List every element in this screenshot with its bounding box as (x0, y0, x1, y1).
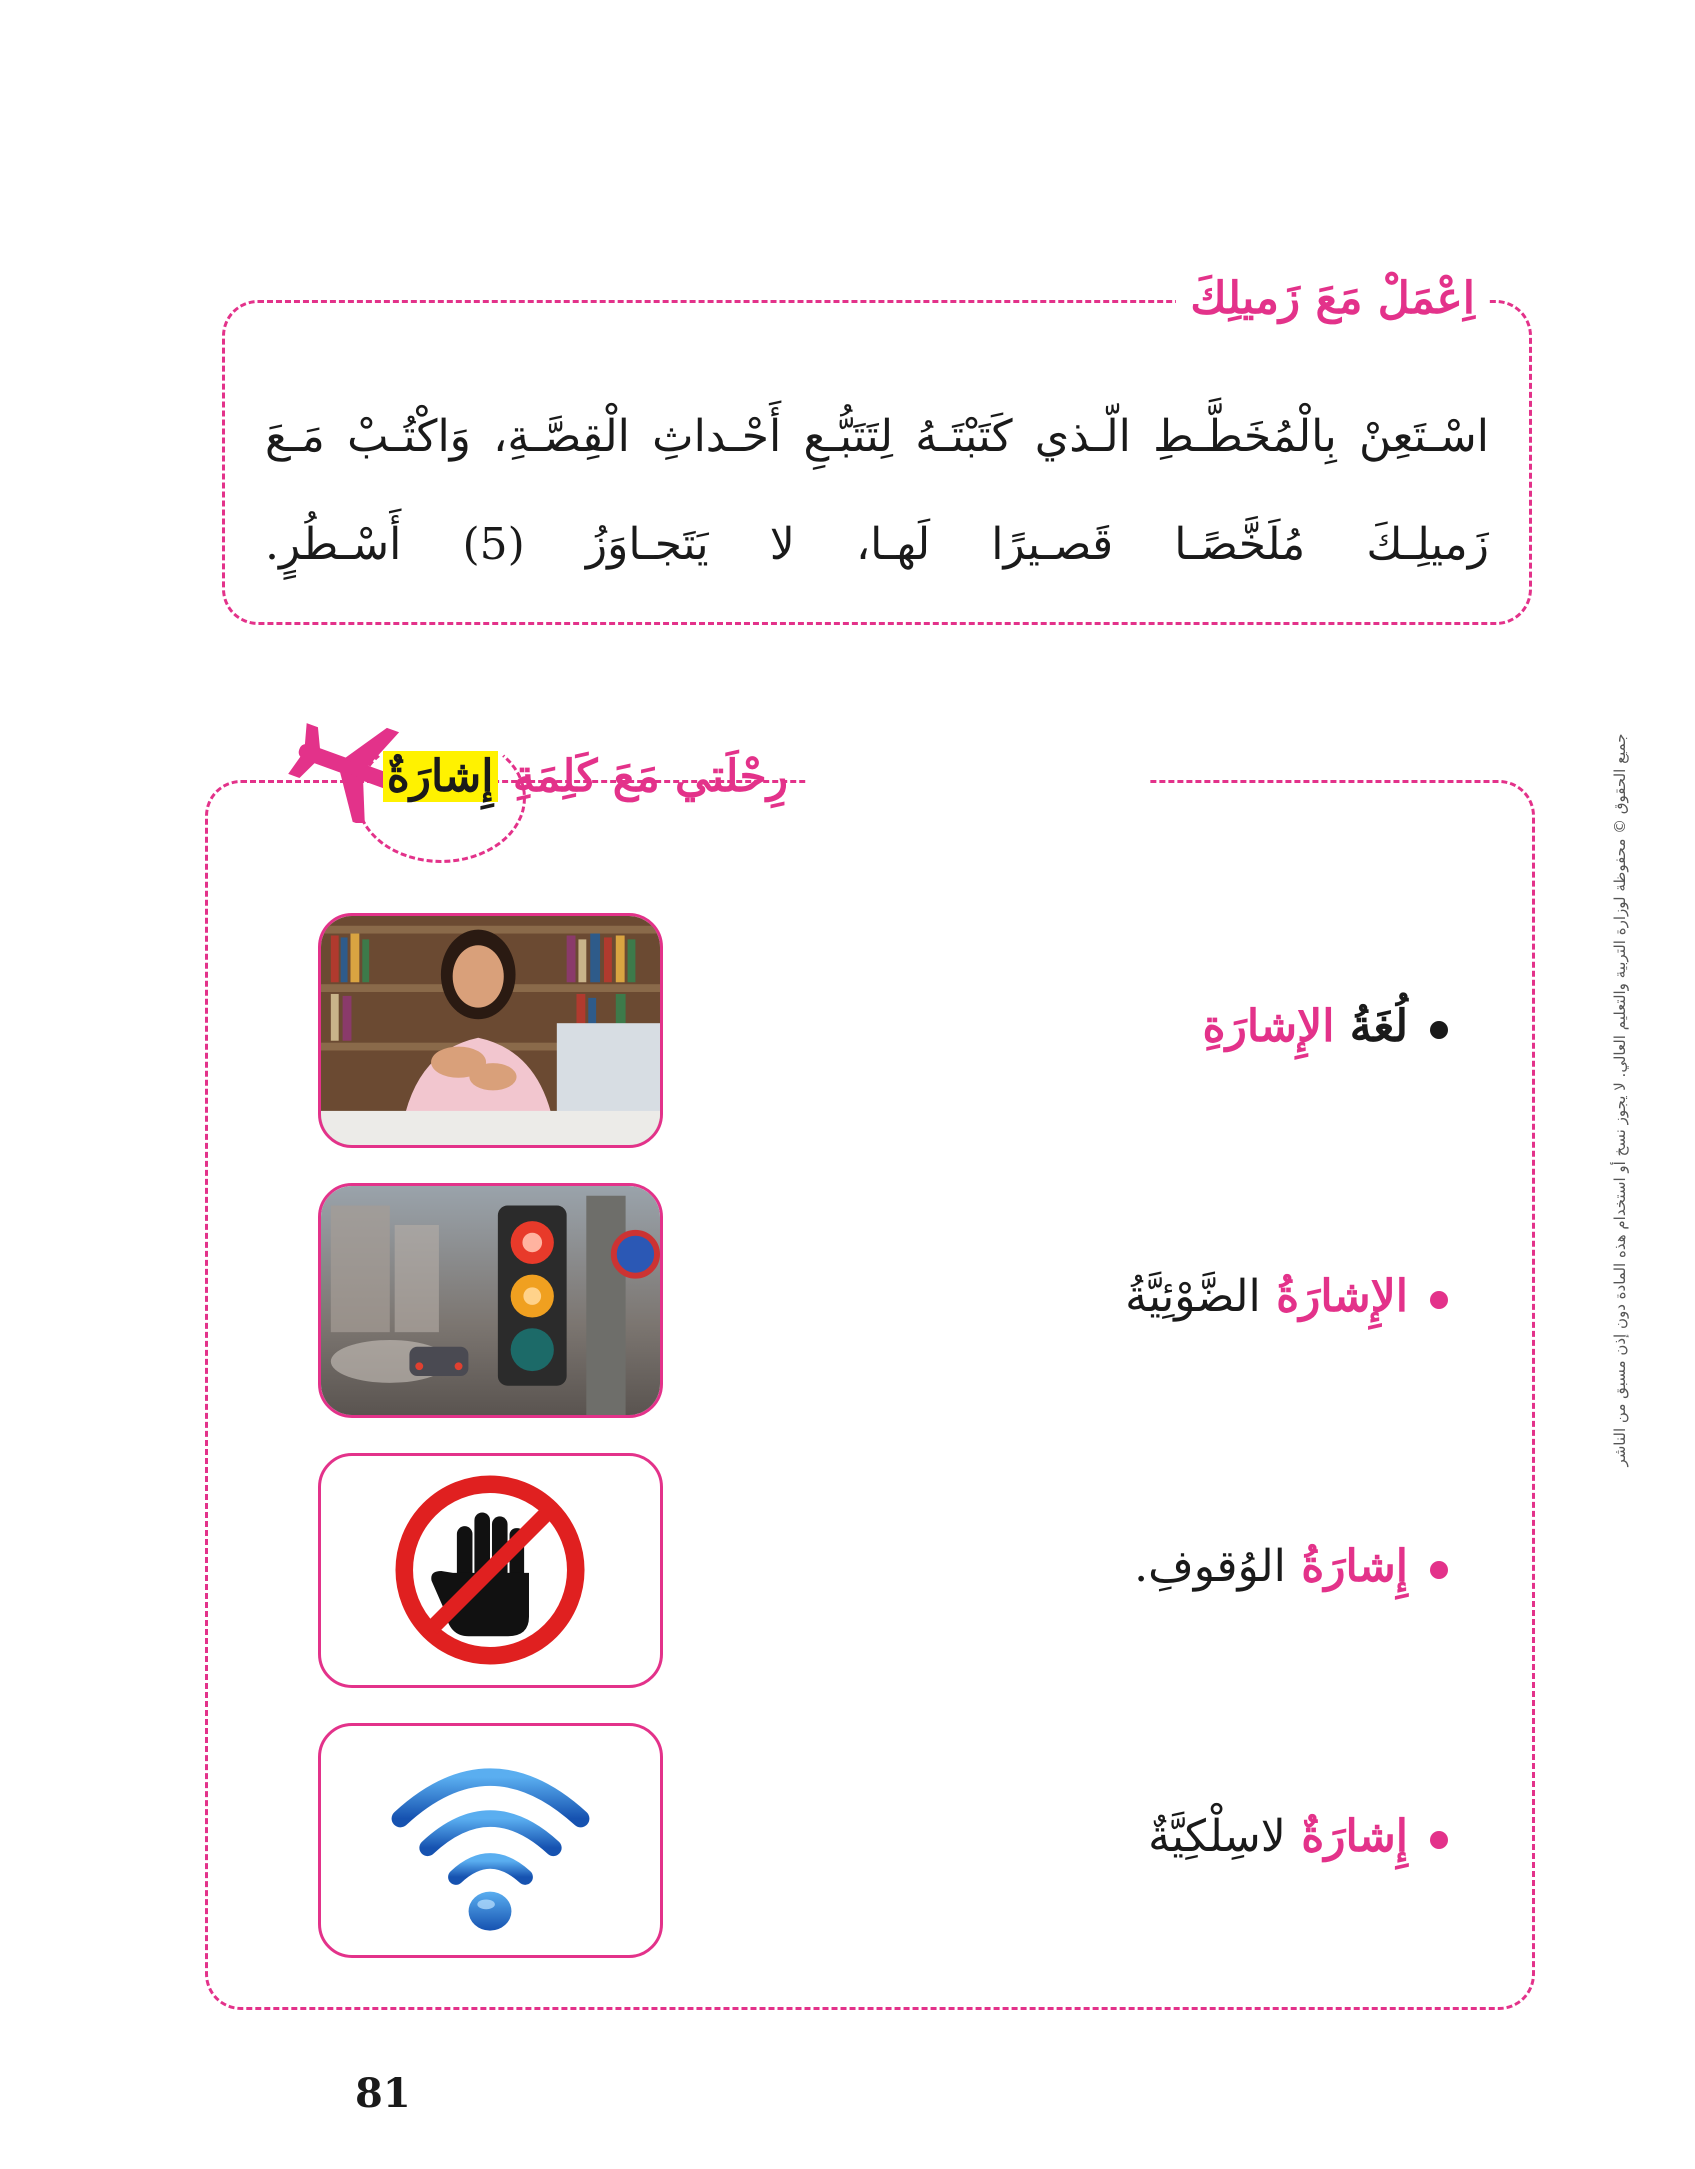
traffic-light-photo (318, 1183, 663, 1418)
girl-sign-language-photo (318, 913, 663, 1148)
bullet (1430, 1831, 1448, 1849)
list-item (208, 1453, 1538, 1693)
copyright-notice: جميع الحقوق © محفوظة لوزارة التربية والتعليم العالي. لا يجوز نسخ أو استخدام هذه المادة دون إذن مسبق من الناشر (1611, 733, 1629, 1467)
word-journey-box (205, 751, 1535, 2010)
list-item (208, 1183, 1538, 1423)
bullet (1430, 1021, 1448, 1039)
wifi-icon (318, 1723, 663, 1958)
keyword-highlight: إِشارَةٌ (383, 751, 498, 802)
item-label: الإِشارَةُ الضَّوْئِيَّةُ (1125, 1271, 1448, 1322)
word-journey-title (369, 749, 802, 805)
word-journey-title-text: رِحْلَتي مَعَ كَلِمَةِ (512, 751, 788, 802)
page-number: 81 (355, 2070, 411, 2117)
item-label: إِشارَةُ الوُقوفِ. (1134, 1541, 1448, 1592)
item-label: لُغَةُ الإِشارَةِ (1203, 1001, 1448, 1052)
title-gap (808, 775, 1148, 789)
item-label: إِشارَةٌ لاسِلْكِيَّةٌ (1148, 1811, 1448, 1862)
pair-work-box (222, 273, 1532, 625)
pair-work-instructions: اسْـتَعِنْ بِالْمُخَطَّـطِ الّـذي كَتَبْتَـهُ لِتَتَبُّـعِ أَحْـداثِ الْقِصَّـةِ، وَاكْتُـبْ مَـعَ زَميلِـكَ مُلَخَّصًـا قَصـيرًا لَهـا، لا يَتَجـاوَزُ (5) أَسْـطُرٍ. (265, 411, 1489, 570)
stop-hand-icon (318, 1453, 663, 1688)
pair-work-title: اِعْمَلْ مَعَ زَميلِكَ (1176, 271, 1489, 327)
list-item (208, 1723, 1538, 1963)
bullet (1430, 1561, 1448, 1579)
list-item (208, 913, 1538, 1153)
bullet (1430, 1291, 1448, 1309)
